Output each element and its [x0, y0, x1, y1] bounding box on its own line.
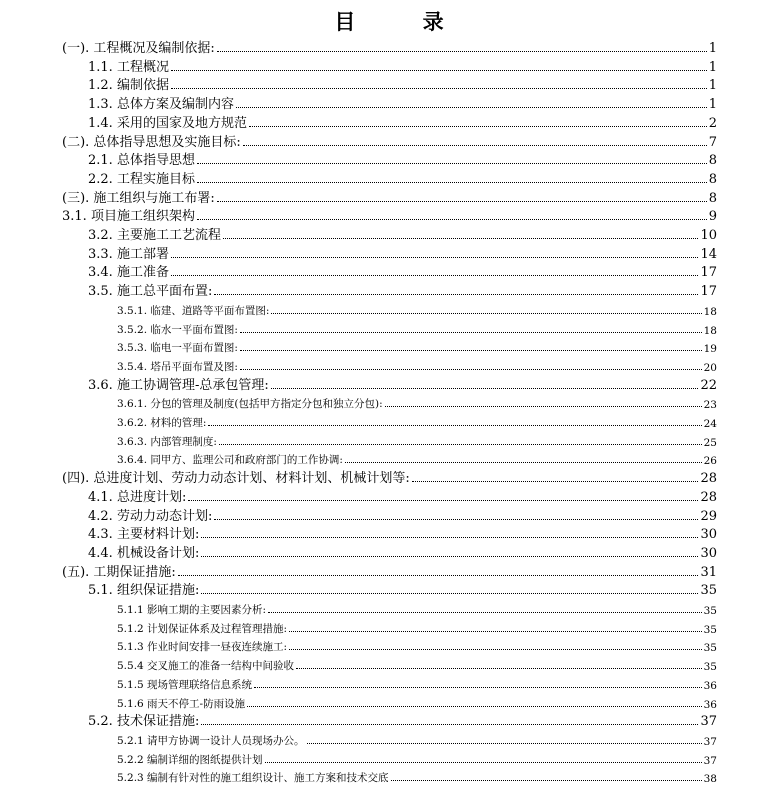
- toc-entry-label: 5.1.5 现场管理联络信息系统: [117, 678, 253, 691]
- dot-leader: [171, 87, 707, 89]
- toc-entry-label: 3.4. 施工准备: [88, 265, 169, 281]
- toc-entry-page: 31: [700, 564, 717, 580]
- toc-entry-page: 20: [703, 361, 717, 374]
- dot-leader: [307, 742, 702, 744]
- toc-entry[interactable]: [117, 655, 717, 673]
- dot-leader: [412, 480, 699, 482]
- dot-leader: [268, 611, 702, 613]
- toc-entry-page: 9: [708, 209, 717, 225]
- toc-entry-page: 37: [703, 735, 717, 748]
- toc-entry-label: 5.1. 组织保证措施:: [88, 583, 200, 599]
- dot-leader: [271, 312, 701, 314]
- toc-entry[interactable]: [117, 636, 717, 654]
- toc-entry-page: 8: [708, 171, 717, 187]
- dot-leader: [219, 443, 702, 445]
- toc-entry-label: (一). 工程概况及编制依据:: [62, 41, 215, 56]
- toc-entry-page: 23: [703, 399, 717, 412]
- toc-entry[interactable]: [117, 431, 717, 449]
- toc-entry-page: 35: [703, 623, 717, 636]
- toc-entry-page: 14: [700, 246, 717, 262]
- dot-leader: [217, 50, 707, 52]
- toc-entry-page: 30: [700, 545, 717, 561]
- toc-entry[interactable]: [117, 356, 717, 374]
- toc-entry[interactable]: [88, 75, 717, 93]
- toc-entry[interactable]: [88, 150, 717, 168]
- toc-entry-label: 2.1. 总体指导思想: [88, 153, 195, 169]
- dot-leader: [289, 648, 702, 650]
- toc-entry-page: 8: [708, 190, 717, 206]
- dot-leader: [188, 499, 698, 501]
- toc-entry-label: 4.4. 机械设备计划:: [88, 545, 200, 561]
- toc-entry-page: 25: [703, 436, 717, 449]
- toc-entry-page: 35: [703, 661, 717, 674]
- toc-entry-page: 1: [708, 41, 717, 56]
- dot-leader: [171, 256, 699, 258]
- toc-entry-label: 4.3. 主要材料计划:: [88, 527, 200, 543]
- dot-leader: [201, 536, 698, 538]
- toc-entry[interactable]: [117, 337, 717, 355]
- toc-entry-page: 26: [703, 455, 717, 468]
- toc-entry[interactable]: [117, 393, 717, 411]
- toc-entry-label: 3.5. 施工总平面布置:: [88, 284, 213, 300]
- toc-entry[interactable]: [88, 169, 717, 187]
- toc-entry-page: 1: [708, 59, 717, 75]
- dot-leader: [214, 518, 698, 520]
- toc-entry[interactable]: [117, 730, 717, 748]
- dot-leader: [345, 461, 702, 463]
- dot-leader: [217, 200, 707, 202]
- toc-entry[interactable]: [117, 599, 717, 617]
- dot-leader: [178, 574, 699, 576]
- toc-entry[interactable]: [117, 412, 717, 430]
- toc-entry-page: 18: [703, 305, 717, 318]
- toc-entry[interactable]: [88, 506, 717, 524]
- toc-entry[interactable]: [117, 449, 717, 467]
- toc-entry[interactable]: [62, 38, 717, 56]
- toc-entry[interactable]: [88, 57, 717, 75]
- toc-entry-label: 1.2. 编制依据: [88, 78, 169, 94]
- dot-leader: [197, 162, 707, 164]
- toc-entry-label: 3.5.4. 塔吊平面布置及图:: [117, 360, 238, 373]
- toc-entry-label: 5.1.6 雨天不停工-防雨设施: [117, 697, 246, 710]
- toc-title: 目 录: [334, 9, 474, 34]
- toc-entry[interactable]: [117, 693, 717, 711]
- dot-leader: [201, 723, 698, 725]
- dot-leader: [214, 293, 698, 295]
- toc-entry-label: 3.6.3. 内部管理制度:: [117, 435, 217, 448]
- toc-entry-page: 36: [703, 679, 717, 692]
- dot-leader: [240, 368, 702, 370]
- toc-entry-page: 37: [703, 754, 717, 767]
- dot-leader: [271, 387, 699, 389]
- toc-entry-page: 10: [700, 228, 717, 243]
- dot-leader: [247, 705, 702, 707]
- toc-entry-label: 5.5.4 交叉施工的准备一结构中间验收: [117, 660, 295, 673]
- dot-leader: [171, 69, 707, 71]
- toc-entry[interactable]: [88, 711, 717, 729]
- toc-entry-page: 7: [708, 134, 717, 150]
- toc-entry-page: 17: [700, 284, 717, 300]
- toc-entry[interactable]: [88, 524, 717, 542]
- toc-entry-page: 17: [700, 265, 717, 281]
- toc-entry-page: 8: [708, 153, 717, 169]
- toc-entry[interactable]: [88, 375, 717, 393]
- toc-entry[interactable]: [88, 94, 717, 112]
- toc-entry-page: 22: [700, 377, 717, 393]
- toc-entry-label: (三). 施工组织与施工布署:: [62, 190, 215, 206]
- toc-entry-page: 1: [708, 97, 717, 113]
- toc-entry-label: 1.4. 采用的国家及地方规范: [88, 115, 247, 131]
- toc-entry-label: 5.2.1 请甲方协调一设计人员现场办公。: [117, 734, 305, 747]
- toc-entry-page: 35: [703, 605, 717, 617]
- toc-entry-label: 5.2. 技术保证措施:: [88, 714, 200, 730]
- dot-leader: [296, 667, 702, 669]
- toc-entry-label: (四). 总进度计划、劳动力动态计划、材料计划、机械计划等:: [62, 471, 410, 487]
- toc-entry-page: 2: [708, 115, 717, 131]
- toc-entry[interactable]: [88, 262, 717, 280]
- dot-leader: [201, 555, 698, 557]
- toc-entry-label: 3.2. 主要施工工艺流程: [88, 228, 221, 243]
- toc-entry-label: 3.6.1. 分包的管理及制度(包括甲方指定分包和独立分包):: [117, 398, 383, 411]
- dot-leader: [254, 686, 702, 688]
- dot-leader: [208, 424, 701, 426]
- toc-entry-page: 19: [703, 343, 717, 356]
- toc-entry[interactable]: [117, 767, 717, 785]
- dot-leader: [236, 106, 707, 108]
- dot-leader: [249, 125, 707, 127]
- dot-leader: [240, 349, 702, 351]
- toc-entry-page: 35: [703, 642, 717, 655]
- toc-entry-page: 37: [700, 714, 717, 730]
- toc-entry[interactable]: [88, 113, 717, 131]
- toc-entry[interactable]: [88, 225, 717, 243]
- toc-entry-label: 3.6.4. 同甲方、监理公司和政府部门的工作协调:: [117, 454, 343, 467]
- toc-entry-page: 30: [700, 527, 717, 543]
- toc-entry-page: 35: [700, 583, 717, 599]
- dot-leader: [391, 779, 702, 781]
- toc-entry[interactable]: [88, 580, 717, 598]
- dot-leader: [223, 237, 699, 239]
- toc-entry-label: 4.1. 总进度计划:: [88, 489, 187, 505]
- toc-entry[interactable]: [62, 468, 717, 486]
- toc-entry-page: 24: [703, 418, 717, 430]
- toc-entry-label: 3.6.2. 材料的管理:: [117, 417, 207, 429]
- toc-entry-label: 3.5.1. 临建、道路等平面布置图:: [117, 304, 270, 317]
- dot-leader: [197, 181, 707, 183]
- toc-entry[interactable]: [62, 206, 717, 224]
- toc-entry[interactable]: [62, 562, 717, 580]
- toc-entry[interactable]: [117, 618, 717, 636]
- dot-leader: [265, 761, 702, 763]
- toc-entry-page: 1: [708, 78, 717, 94]
- toc-entry-page: 18: [703, 324, 717, 337]
- toc-entry[interactable]: [88, 487, 717, 505]
- toc-entry[interactable]: [62, 188, 717, 206]
- toc-entry-page: 28: [700, 489, 717, 505]
- toc-entry-label: 1.3. 总体方案及编制内容: [88, 97, 234, 113]
- dot-leader: [385, 405, 702, 407]
- toc-entry[interactable]: [88, 244, 717, 262]
- dot-leader: [289, 630, 702, 632]
- toc-entry-label: 3.5.3. 临电一平面布置图:: [117, 342, 238, 355]
- toc-entry-label: (二). 总体指导思想及实施目标:: [62, 134, 241, 150]
- dot-leader: [171, 274, 699, 276]
- toc-entry[interactable]: [117, 300, 717, 318]
- toc-entry-label: 3.6. 施工协调管理-总承包管理:: [88, 377, 269, 393]
- toc-entry-page: 29: [700, 508, 717, 524]
- toc-entry-page: 36: [703, 698, 717, 711]
- dot-leader: [243, 144, 707, 146]
- toc-entry-label: 3.1. 项目施工组织架构: [62, 209, 195, 225]
- toc-entry-label: 5.2.3 编制有针对性的施工组织设计、施工方案和技术交底: [117, 772, 389, 785]
- toc-entry-label: (五). 工期保证措施:: [62, 564, 176, 580]
- toc-entry[interactable]: [62, 132, 717, 150]
- toc-entry-label: 3.5.2. 临水一平面布置图:: [117, 323, 238, 336]
- toc-entry-label: 5.1.2 计划保证体系及过程管理措施:: [117, 622, 288, 635]
- toc-entry-label: 3.3. 施工部署: [88, 246, 169, 262]
- toc-entry-label: 2.2. 工程实施目标: [88, 171, 195, 187]
- toc-entry[interactable]: [88, 543, 717, 561]
- dot-leader: [197, 218, 707, 220]
- toc-entry-page: 28: [700, 471, 717, 487]
- toc-entry-page: 38: [703, 773, 717, 786]
- toc-entry-label: 5.2.2 编制详细的图纸提供计划: [117, 753, 263, 766]
- toc-entry-label: 5.1.1 影响工期的主要因素分析:: [117, 604, 267, 616]
- toc-entry[interactable]: [117, 319, 717, 337]
- toc-entry[interactable]: [88, 281, 717, 299]
- toc-entry[interactable]: [117, 749, 717, 767]
- dot-leader: [240, 331, 702, 333]
- dot-leader: [201, 592, 698, 594]
- toc-entry[interactable]: [117, 674, 717, 692]
- toc-entry-label: 5.1.3 作业时间安排一昼夜连续施工:: [117, 641, 288, 654]
- toc-entry-label: 4.2. 劳动力动态计划:: [88, 508, 213, 524]
- toc-entry-label: 1.1. 工程概况: [88, 59, 169, 75]
